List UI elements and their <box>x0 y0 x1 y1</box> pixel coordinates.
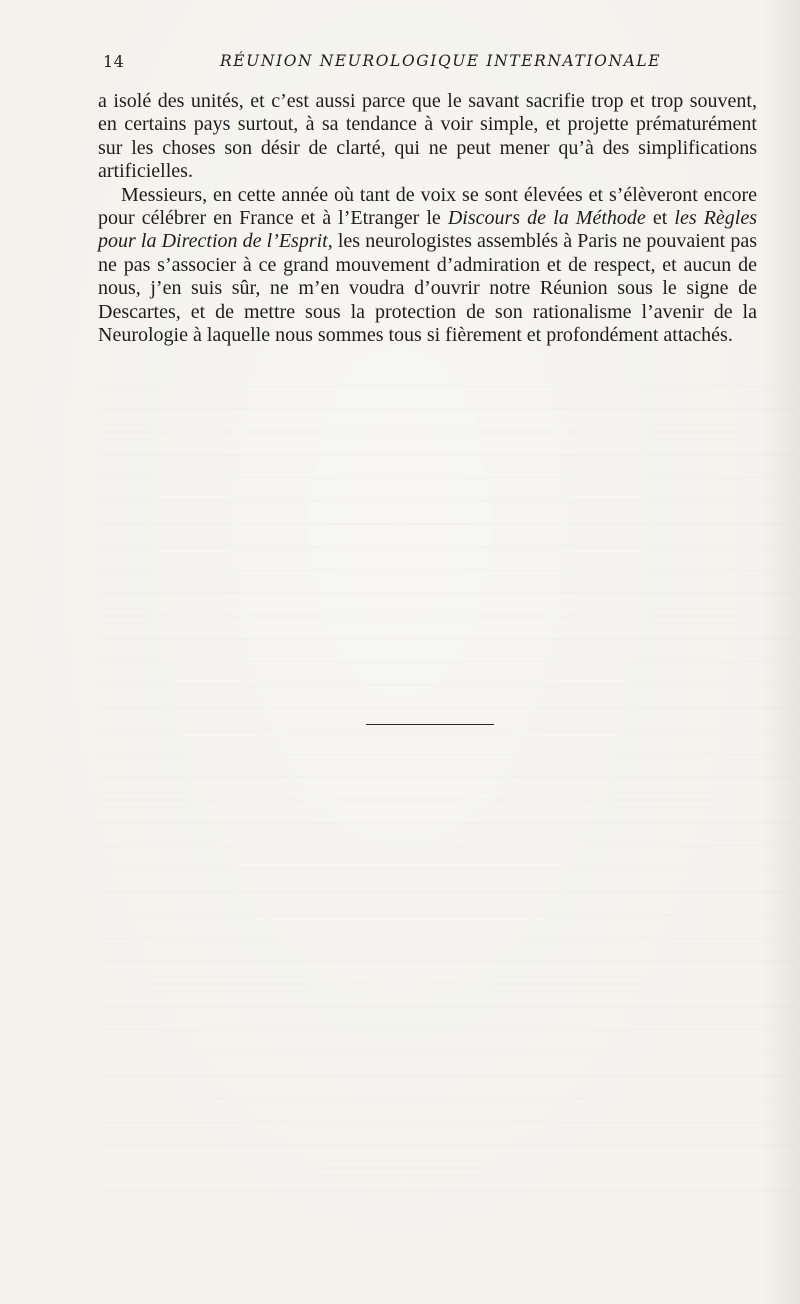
running-header <box>103 52 753 76</box>
paragraph-2-text-2: et <box>645 207 675 230</box>
paragraph-2-text-1: Messieurs, en cette année où tant de voix se sont élevées et s’élèveront encore pour célébrer en France et à l’Etranger le <box>98 183 757 230</box>
page-edge-shadow <box>762 0 800 1304</box>
paragraph-1-text: a isolé des unités, et c’est aussi parce que le savant sacrifie trop et trop souvent, en certains pays surtout, à sa tendance à voir simple, et projette prématurément sur les choses son désir de clarté, qui ne peut mener qu’à des simplifications artificielles. <box>98 90 757 183</box>
paragraph-2 <box>98 184 757 348</box>
paragraph-2-text-3: , les neurologistes assemblés à Paris ne pouvaient pas ne pas s’associer à ce grand mouvement d’admiration et de respect, et aucun de nous, j’en suis sûr, ne m’en voudra d’ouvrir notre Réunion sous le signe de Descartes, et de mettre sous la protection de son rationalisme l’avenir de la Neurologie à laquelle nous sommes tous si fièrement et profondément attachés. <box>98 230 757 347</box>
running-title: RÉUNION NEUROLOGIQUE INTERNATIONALE <box>220 52 662 70</box>
work-title-regles: les Règles pour la Direction de l’Esprit <box>98 207 758 253</box>
paragraph-1 <box>98 90 757 184</box>
section-end-rule <box>366 724 494 725</box>
page-number: 14 <box>103 52 125 71</box>
work-title-discours: Discours de la Méthode <box>447 207 646 230</box>
body-text <box>98 90 757 347</box>
show-through-texture <box>98 385 798 1205</box>
